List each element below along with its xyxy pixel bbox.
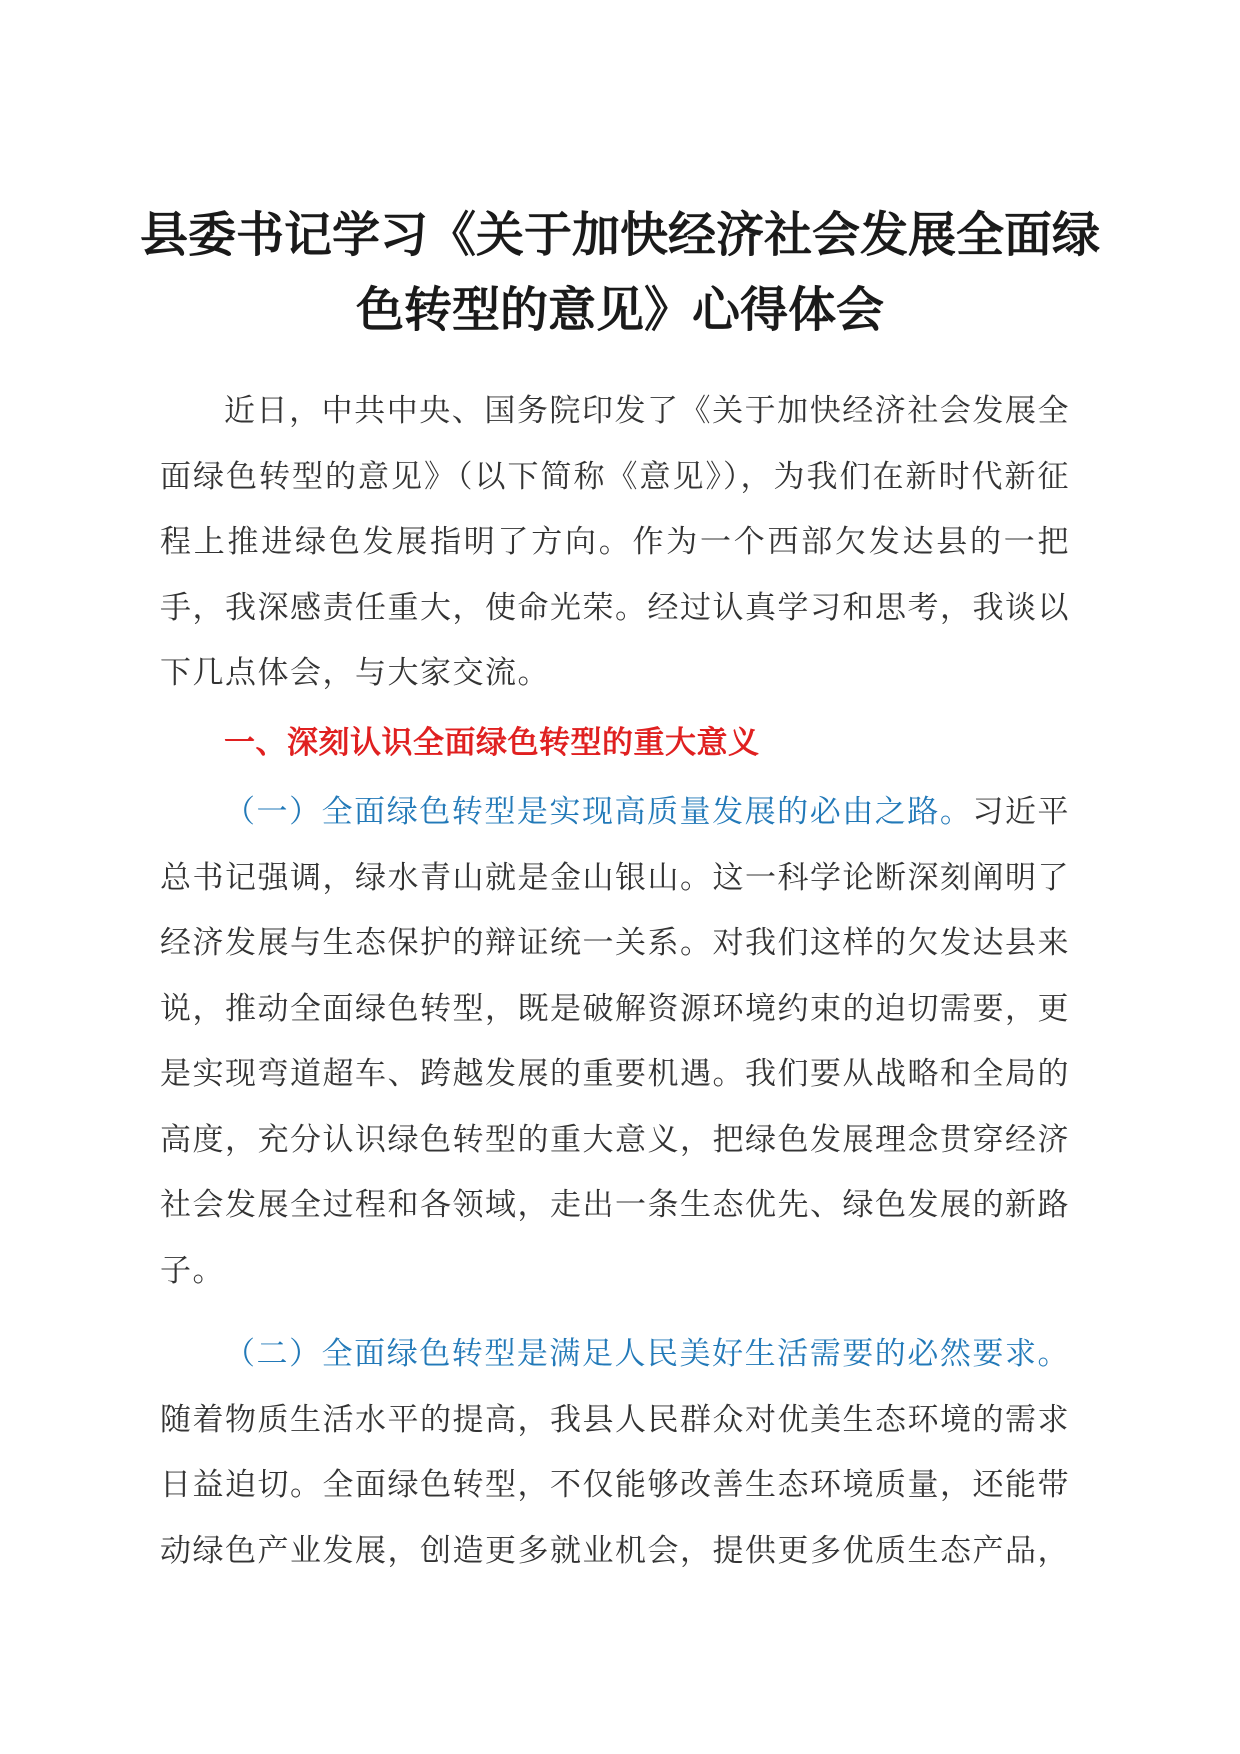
title-line-1: 县委书记学习《关于加快经济社会发展全面绿 — [140, 207, 1101, 263]
intro-paragraph: 近日，中共中央、国务院印发了《关于加快经济社会发展全面绿色转型的意见》（以下简称《意见》），为我们在新时代新征程上推进绿色发展指明了方向。作为一个西部欠发达县的一把手，我深感责任重大，使命光荣。经过认真学习和思考，我谈以下几点体会，与大家交流。 — [160, 393, 1070, 691]
paragraph-1 — [160, 780, 1070, 1304]
paragraph-2-text: 随着物质生活水平的提高，我县人民群众对优美生态环境的需求日益迫切。全面绿色转型，不仅能够改善生态环境质量，还能带动绿色产业发展，创造更多就业机会，提供更多优质生态产品， — [160, 1401, 1070, 1569]
document-body — [160, 379, 1070, 1584]
title-line-2: 色转型的意见》心得体会 — [355, 282, 884, 338]
paragraph-1-lead: （一）全面绿色转型是实现高质量发展的必由之路。 — [224, 794, 973, 830]
paragraph-2-lead: （二）全面绿色转型是满足人民美好生活需要的必然要求。 — [224, 1336, 1070, 1372]
paragraph-2 — [160, 1322, 1070, 1584]
section-heading: 一、深刻认识全面绿色转型的重大意义 — [224, 724, 760, 761]
document-title — [140, 198, 1100, 348]
paragraph-1-text: 习近平总书记强调，绿水青山就是金山银山。这一科学论断深刻阐明了经济发展与生态保护的辩证统一关系。对我们这样的欠发达县来说，推动全面绿色转型，既是破解资源环境约束的迫切需要，更是实现弯道超车、跨越发展的重要机遇。我们要从战略和全局的高度，充分认识绿色转型的重大意义，把绿色发展理念贯穿经济社会发展全过程和各领域，走出一条生态优先、绿色发展的新路子。 — [160, 794, 1071, 1289]
